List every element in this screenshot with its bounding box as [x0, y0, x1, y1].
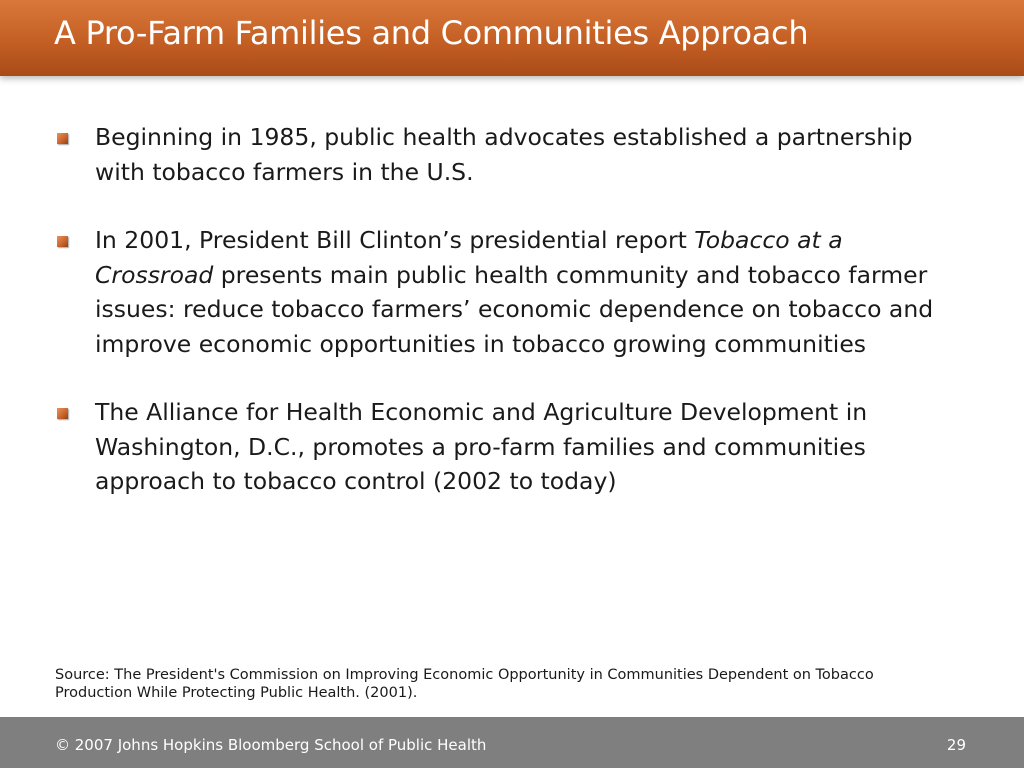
bullet-item-1	[55, 120, 955, 189]
footer-bar	[0, 717, 1024, 768]
bullet-square-icon	[57, 133, 68, 144]
bullet-text-before: In 2001, President Bill Clinton’s presidential report	[95, 226, 695, 254]
bullet-square-icon	[57, 408, 68, 419]
bullet-text: Beginning in 1985, public health advocates established a partnership with tobacco farmers in the U.S.	[95, 123, 913, 186]
bullet-square-icon	[57, 236, 68, 247]
bullet-text-after: presents main public health community and tobacco farmer issues: reduce tobacco farmers’ economic dependence on tobacco and improve economic opportunities in tobacco growing communities	[95, 260, 934, 358]
slide-title: A Pro-Farm Families and Communities Approach	[54, 14, 809, 52]
title-bar	[0, 0, 1024, 76]
page-number: 29	[946, 736, 966, 754]
bullet-text: The Alliance for Health Economic and Agriculture Development in Washington, D.C., promotes a pro-farm families and communities approach to tobacco control (2002 to today)	[95, 398, 868, 495]
bullet-item-3	[55, 395, 955, 499]
bullet-item-2	[55, 223, 955, 361]
bullet-list	[55, 120, 955, 533]
copyright-text: © 2007 Johns Hopkins Bloomberg School of Public Health	[55, 736, 487, 754]
source-citation: Source: The President's Commission on Improving Economic Opportunity in Communities Dependent on Tobacco Production While Protecting Public Health. (2001).	[55, 667, 874, 701]
report-title: Tobacco at a Crossroad	[95, 226, 843, 289]
